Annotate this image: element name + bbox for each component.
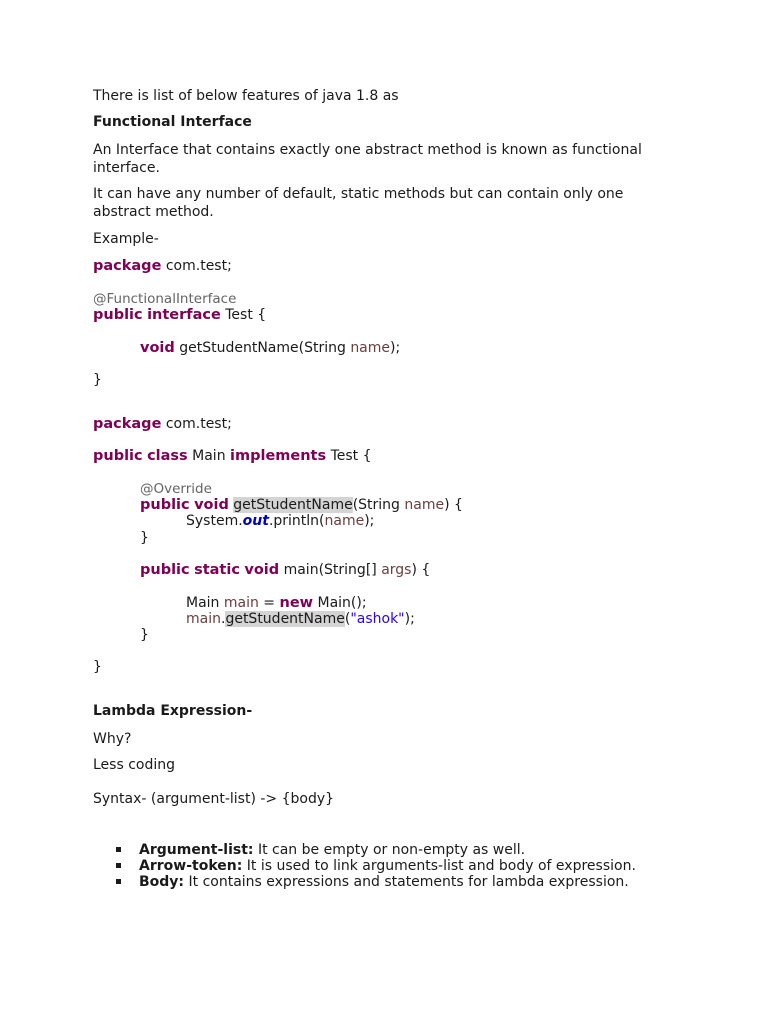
package-name: com.test; [161,416,232,432]
sig-mid: (String [352,497,405,513]
example-label: Example- [93,231,159,247]
code1-package-line [93,258,232,275]
fi-note-line1: It can have any number of default, static methods but can contain only one [93,186,624,202]
ctor: Main(); [313,595,367,611]
bullet-icon [116,847,121,852]
functional-interface-heading: Functional Interface [93,114,252,130]
code2-class-decl [93,448,372,465]
lambda-heading: Lambda Expression- [93,703,253,719]
public-keyword: public [93,307,143,323]
out-field: out [242,513,269,529]
list-item [116,842,525,859]
list-item-desc: It contains expressions and statements for lambda expression. [184,874,629,890]
fi-definition-line2: interface. [93,160,160,176]
implements-keyword: implements [230,448,327,464]
new-keyword: new [279,595,314,611]
list-item-term: Body: [139,874,185,890]
code2-class-close: } [93,659,102,675]
method-name-highlight: getStudentName [233,497,353,513]
code1-interface-decl [93,307,266,324]
call-close: ); [404,611,415,627]
code2-println-line [186,513,374,530]
code2-main-close: } [140,627,149,643]
code2-method-decl [140,497,463,514]
method-end: ); [390,340,401,356]
main-signature: main(String[] [279,562,382,578]
list-item [116,858,636,875]
void-keyword: void [194,497,229,513]
code2-package-line [93,416,232,433]
args-param: args [381,562,412,578]
main-var: main [223,595,259,611]
why-text: Why? [93,731,132,747]
call-method-highlight: getStudentName [225,611,345,627]
static-keyword: static [194,562,240,578]
code2-method-call [186,611,415,628]
public-keyword: public [93,448,143,464]
public-keyword: public [140,497,190,513]
class-name: Main [187,448,231,464]
void-keyword: void [244,562,280,578]
param-name: name [404,497,445,513]
println-arg: name [324,513,365,529]
package-name: com.test; [161,258,232,274]
list-item-desc: It can be empty or non-empty as well. [253,842,526,858]
code2-method-close: } [140,530,149,546]
code2-main-instantiation [186,595,367,612]
fi-note-line2: abstract method. [93,204,214,220]
call-var: main [186,611,221,627]
bullet-icon [116,879,121,884]
string-literal: "ashok" [350,611,405,627]
call-open: ( [344,611,351,627]
class-rest: Test { [326,448,372,464]
code2-main-decl [140,562,430,579]
code1-method-line [140,340,400,357]
syntax-text: Syntax- (argument-list) -> {body} [93,791,335,807]
sig-end: ) { [444,497,463,513]
interface-keyword: interface [147,307,221,323]
void-keyword: void [140,340,175,356]
println-text: .println( [268,513,325,529]
package-keyword: package [93,258,162,274]
functional-interface-annotation: @FunctionalInterface [93,291,237,307]
class-keyword: class [147,448,188,464]
interface-name: Test { [220,307,267,323]
param-name: name [350,340,391,356]
system-text: System. [186,513,243,529]
list-item-term: Argument-list: [139,842,254,858]
list-item-term: Arrow-token: [139,858,243,874]
method-signature: getStudentName(String [174,340,351,356]
main-sig-end: ) { [411,562,431,578]
code1-close-brace: } [93,372,102,388]
main-type: Main [186,595,224,611]
intro-text: There is list of below features of java 1.8 as [93,88,399,104]
list-item-desc: It is used to link arguments-list and body of expression. [242,858,636,874]
fi-definition-line1: An Interface that contains exactly one abstract method is known as functional [93,142,642,158]
package-keyword: package [93,416,162,432]
assign: = [258,595,280,611]
list-item [116,874,629,891]
public-keyword: public [140,562,190,578]
println-end: ); [364,513,375,529]
dot: . [220,611,226,627]
less-coding-text: Less coding [93,757,176,773]
override-annotation: @Override [140,481,212,497]
bullet-icon [116,863,121,868]
